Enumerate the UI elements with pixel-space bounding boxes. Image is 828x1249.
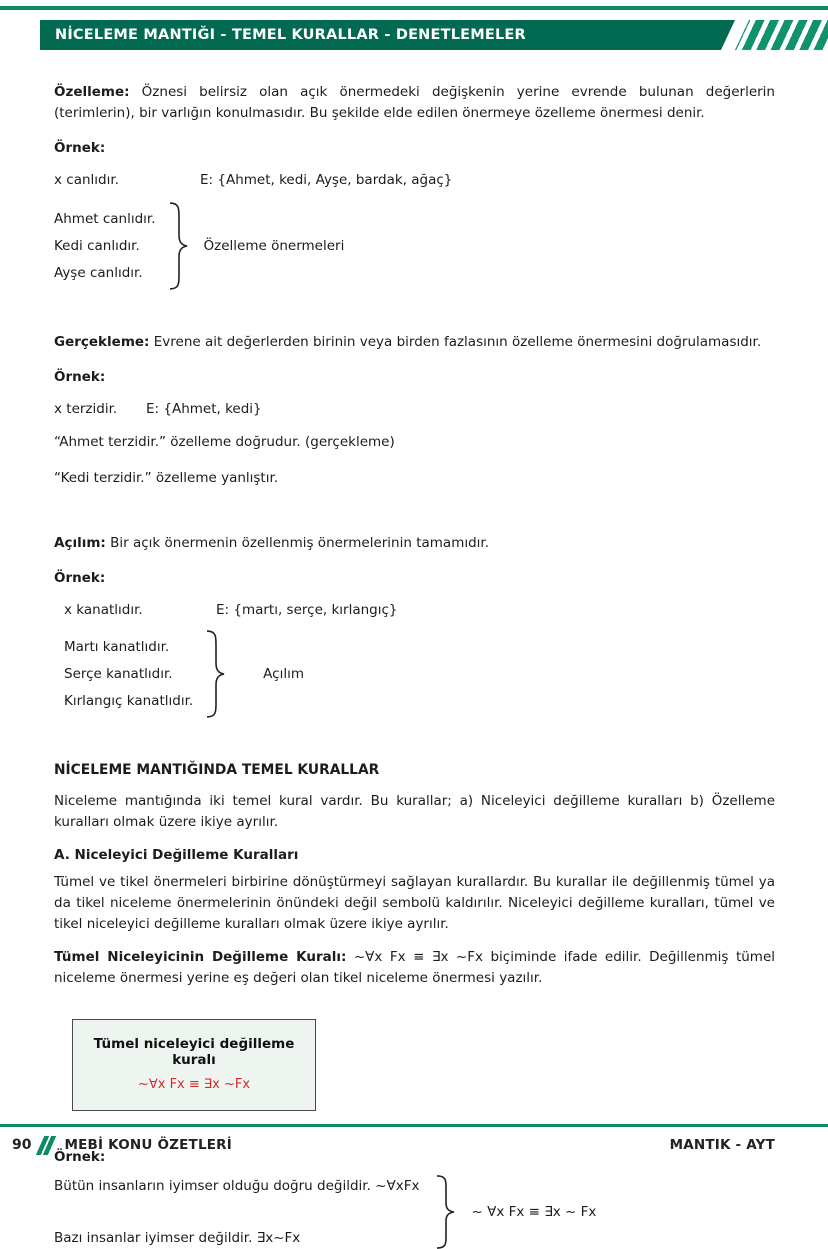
final-example-lines	[54, 1178, 419, 1247]
ozelleme-ornek-label: Örnek:	[54, 140, 106, 156]
open-statement: x kanatlıdır.	[64, 602, 143, 618]
universe-set: E: {Ahmet, kedi}	[146, 401, 262, 417]
gercekleme-ornek-label: Örnek:	[54, 369, 106, 385]
gercekleme-line-2: “Kedi terzidir.” özelleme yanlıştır.	[54, 470, 279, 486]
rule-box-formula: ~∀x Fx ≡ ∃x ~Fx	[137, 1077, 251, 1092]
section-heading: NİCELEME MANTIĞINDA TEMEL KURALLAR	[54, 762, 380, 778]
page-content	[54, 72, 775, 1249]
acilim-term: Açılım:	[54, 535, 106, 551]
niceleyici-degilleme-body: Tümel ve tikel önermeleri birbirine dönüştürmeyi sağlayan kurallardır. Bu kurallar ile değillenmiş tümel ya da tikel niceleme önermelerinin önündeki değil sembolü kaldırılır. Niceleyici değilleme kuralları, tümel ve tikel niceleyici değilleme kuralları olmak üzere ikiye ayrılır.	[54, 874, 775, 932]
universe-set: E: {martı, serçe, kırlangıç}	[216, 602, 398, 618]
curly-brace-icon	[433, 1175, 455, 1249]
sub-heading: A. Niceleyici Değilleme Kuralları	[54, 847, 299, 863]
tumel-rule-paragraph	[54, 947, 775, 989]
list-item: Kedi canlıdır.	[54, 237, 140, 254]
gercekleme-line-1: “Ahmet terzidir.” özelleme doğrudur. (gerçekleme)	[54, 434, 395, 450]
list-item: Serçe kanatlıdır.	[64, 665, 173, 682]
page-number: 90	[12, 1137, 32, 1153]
ozelleme-statement-row	[54, 172, 775, 188]
acilim-paragraph	[54, 533, 775, 554]
rule-box	[72, 1019, 316, 1111]
footer-subject-label: MANTIK - AYT	[669, 1137, 775, 1153]
brace-label: Özelleme önermeleri	[203, 238, 345, 254]
curly-brace-icon	[166, 202, 188, 290]
list-item: Ahmet canlıdır.	[54, 210, 156, 227]
ozelleme-items	[54, 206, 156, 287]
footer-rule	[0, 1124, 828, 1127]
footer-slash-icon	[36, 1136, 58, 1155]
acilim-example-group	[64, 630, 775, 718]
acilim-body: Bir açık önermenin özellenmiş önermelerinin tamamıdır.	[110, 535, 490, 551]
ozelleme-paragraph	[54, 82, 775, 124]
brace-label: ~ ∀x Fx ≡ ∃x ~ Fx	[471, 1204, 597, 1220]
universe-set: E: {Ahmet, kedi, Ayşe, bardak, ağaç}	[200, 172, 453, 188]
tumel-rule-body: ~∀x Fx ≡ ∃x ~Fx biçiminde ifade edilir. Değillenmiş tümel niceleme önermesi yerine eş değeri olan tikel niceleme önermesi yazılır.	[54, 949, 775, 986]
open-statement: x terzidir.	[54, 401, 118, 417]
acilim-statement-row	[64, 602, 775, 618]
rule-box-title: Tümel niceleyici değilleme kuralı	[93, 1036, 295, 1068]
ozelleme-body: Öznesi belirsiz olan açık önermedeki değişkenin yerine evrende bulunan değerlerin (terimlerin), bir varlığın konulmasıdır. Bu şekilde elde edilen önermeye özelleme önermesi denir.	[54, 84, 775, 121]
example-line: Bazı insanlar iyimser değildir. ∃x~Fx	[54, 1229, 301, 1246]
page-footer	[0, 1133, 828, 1157]
ozelleme-example-group	[54, 202, 775, 290]
list-item: Ayşe canlıdır.	[54, 264, 143, 281]
temel-kurallar-body: Niceleme mantığında iki temel kural vardır. Bu kurallar; a) Niceleyici değilleme kuralları b) Özelleme kuralları olmak üzere ikiye ayrılır.	[54, 793, 775, 830]
footer-series-title: MEBİ KONU ÖZETLERİ	[64, 1137, 232, 1153]
top-rule-decoration	[0, 6, 828, 10]
ozelleme-term: Özelleme:	[54, 84, 130, 100]
gercekleme-body: Evrene ait değerlerden birinin veya birden fazlasının özelleme önermesini doğrulamasıdır.	[153, 334, 762, 350]
brace-label: Açılım	[263, 666, 304, 682]
gercekleme-term: Gerçekleme:	[54, 334, 150, 350]
final-example-group	[54, 1175, 775, 1249]
final-ornek-label: Örnek:	[54, 1149, 106, 1165]
tumel-rule-term: Tümel Niceleyicinin Değilleme Kuralı:	[54, 949, 347, 965]
acilim-items	[64, 634, 193, 715]
list-item: Kırlangıç kanatlıdır.	[64, 692, 194, 709]
acilim-ornek-label: Örnek:	[54, 570, 106, 586]
page-title: NİCELEME MANTIĞI - TEMEL KURALLAR - DENETLEMELER	[55, 27, 526, 43]
list-item: Martı kanatlıdır.	[64, 638, 170, 655]
page-header-bar	[40, 20, 828, 50]
header-stripes-decoration	[736, 20, 828, 50]
example-line: Bütün insanların iyimser olduğu doğru değildir. ~∀xFx	[54, 1177, 420, 1194]
open-statement: x canlıdır.	[54, 172, 119, 188]
gercekleme-statement-row	[54, 401, 775, 417]
curly-brace-icon	[203, 630, 225, 718]
gercekleme-paragraph	[54, 332, 775, 353]
